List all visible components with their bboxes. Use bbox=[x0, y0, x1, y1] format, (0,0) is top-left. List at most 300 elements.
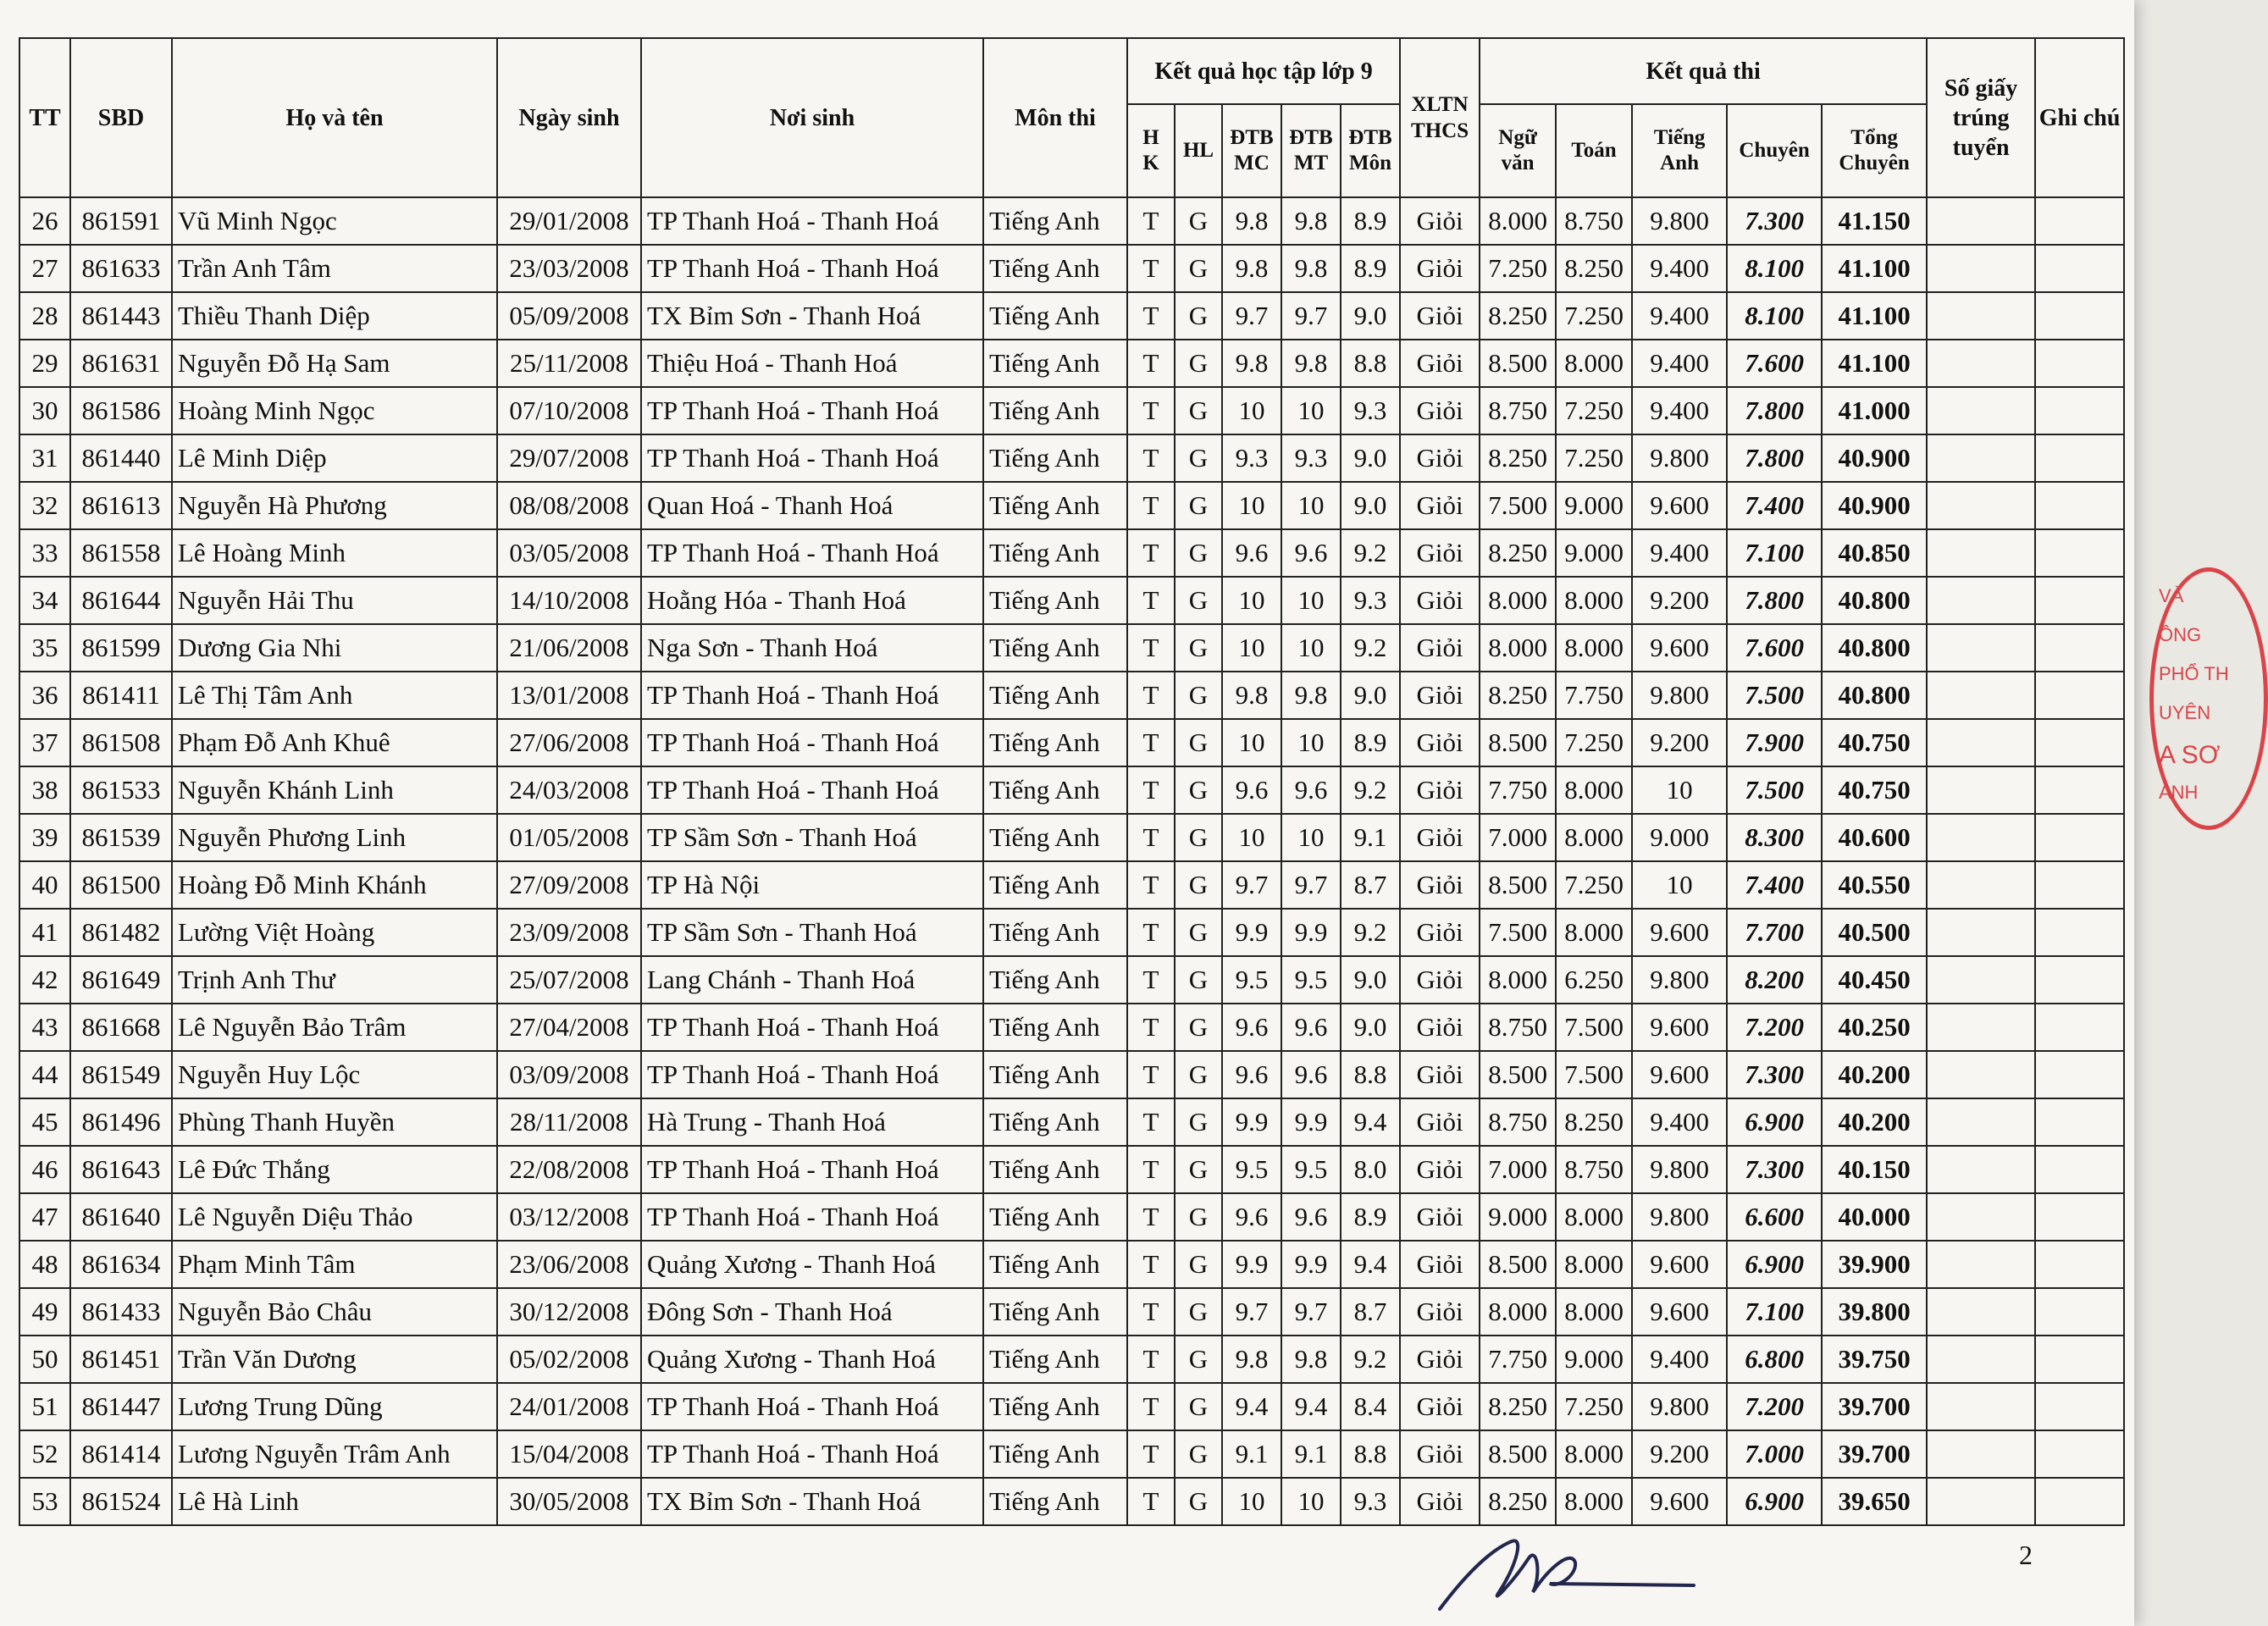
cell-tt: 41 bbox=[19, 909, 70, 956]
cell-dtb-mt: 9.7 bbox=[1281, 861, 1341, 909]
cell-sbd: 861500 bbox=[70, 861, 172, 909]
cell-hk: T bbox=[1127, 387, 1175, 434]
cell-pob: Nga Sơn - Thanh Hoá bbox=[641, 624, 983, 672]
cell-dtb-mon: 9.1 bbox=[1341, 814, 1400, 861]
cell-dtb-mt: 9.9 bbox=[1281, 1241, 1341, 1288]
cell-dtb-mon: 9.0 bbox=[1341, 956, 1400, 1004]
cell-tieng-anh: 9.400 bbox=[1632, 1098, 1727, 1146]
header-xltn: XLTN THCS bbox=[1400, 38, 1480, 197]
cell-so-giay bbox=[1927, 766, 2035, 814]
cell-sbd: 861411 bbox=[70, 672, 172, 719]
cell-dtb-mc: 9.6 bbox=[1222, 529, 1281, 577]
cell-ngu-van: 8.250 bbox=[1480, 529, 1556, 577]
cell-tieng-anh: 9.600 bbox=[1632, 482, 1727, 529]
cell-dtb-mon: 9.2 bbox=[1341, 529, 1400, 577]
cell-dob: 03/12/2008 bbox=[497, 1193, 641, 1241]
cell-dtb-mon: 9.0 bbox=[1341, 1004, 1400, 1051]
cell-ghi-chu bbox=[2035, 909, 2124, 956]
cell-dob: 29/07/2008 bbox=[497, 434, 641, 482]
cell-tt: 35 bbox=[19, 624, 70, 672]
cell-xltn: Giỏi bbox=[1400, 197, 1480, 245]
cell-dtb-mt: 10 bbox=[1281, 577, 1341, 624]
cell-hl: G bbox=[1175, 766, 1222, 814]
cell-dtb-mon: 9.0 bbox=[1341, 434, 1400, 482]
cell-hk: T bbox=[1127, 482, 1175, 529]
table-row bbox=[19, 1098, 2124, 1146]
cell-subject: Tiếng Anh bbox=[983, 1383, 1127, 1430]
cell-toan: 8.250 bbox=[1556, 245, 1632, 292]
cell-dtb-mc: 10 bbox=[1222, 719, 1281, 766]
cell-subject: Tiếng Anh bbox=[983, 434, 1127, 482]
cell-ngu-van: 8.750 bbox=[1480, 1098, 1556, 1146]
cell-dtb-mt: 9.7 bbox=[1281, 292, 1341, 340]
cell-sbd: 861640 bbox=[70, 1193, 172, 1241]
cell-sbd: 861524 bbox=[70, 1478, 172, 1525]
cell-dtb-mon: 9.2 bbox=[1341, 909, 1400, 956]
cell-dtb-mt: 10 bbox=[1281, 624, 1341, 672]
cell-xltn: Giỏi bbox=[1400, 577, 1480, 624]
cell-dtb-mon: 8.8 bbox=[1341, 340, 1400, 387]
cell-dob: 22/08/2008 bbox=[497, 1146, 641, 1193]
table-row bbox=[19, 434, 2124, 482]
cell-name: Hoàng Đỗ Minh Khánh bbox=[172, 861, 497, 909]
cell-ghi-chu bbox=[2035, 1098, 2124, 1146]
cell-tieng-anh: 9.400 bbox=[1632, 1336, 1727, 1383]
cell-dtb-mt: 9.9 bbox=[1281, 909, 1341, 956]
cell-chuyen: 7.500 bbox=[1727, 766, 1822, 814]
cell-tt: 36 bbox=[19, 672, 70, 719]
stamp-text: ANH bbox=[2159, 782, 2199, 803]
table-row bbox=[19, 529, 2124, 577]
cell-name: Nguyễn Hải Thu bbox=[172, 577, 497, 624]
cell-so-giay bbox=[1927, 1193, 2035, 1241]
cell-hk: T bbox=[1127, 814, 1175, 861]
cell-subject: Tiếng Anh bbox=[983, 766, 1127, 814]
cell-tt: 52 bbox=[19, 1430, 70, 1478]
cell-xltn: Giỏi bbox=[1400, 245, 1480, 292]
cell-subject: Tiếng Anh bbox=[983, 340, 1127, 387]
cell-chuyen: 7.600 bbox=[1727, 624, 1822, 672]
cell-subject: Tiếng Anh bbox=[983, 1430, 1127, 1478]
cell-hl: G bbox=[1175, 814, 1222, 861]
cell-tieng-anh: 9.400 bbox=[1632, 292, 1727, 340]
cell-ngu-van: 7.750 bbox=[1480, 1336, 1556, 1383]
cell-hk: T bbox=[1127, 1288, 1175, 1336]
cell-toan: 7.750 bbox=[1556, 672, 1632, 719]
cell-hk: T bbox=[1127, 766, 1175, 814]
cell-dtb-mt: 9.5 bbox=[1281, 956, 1341, 1004]
cell-name: Nguyễn Hà Phương bbox=[172, 482, 497, 529]
cell-dob: 03/05/2008 bbox=[497, 529, 641, 577]
header-ket-qua-thi: Kết quả thi bbox=[1480, 38, 1927, 104]
cell-tt: 31 bbox=[19, 434, 70, 482]
cell-dtb-mon: 9.0 bbox=[1341, 672, 1400, 719]
cell-name: Phùng Thanh Huyền bbox=[172, 1098, 497, 1146]
cell-ngu-van: 7.000 bbox=[1480, 814, 1556, 861]
cell-tieng-anh: 9.800 bbox=[1632, 956, 1727, 1004]
cell-chuyen: 7.900 bbox=[1727, 719, 1822, 766]
cell-tt: 33 bbox=[19, 529, 70, 577]
cell-dtb-mon: 8.9 bbox=[1341, 197, 1400, 245]
cell-pob: TP Hà Nội bbox=[641, 861, 983, 909]
cell-subject: Tiếng Anh bbox=[983, 1241, 1127, 1288]
cell-pob: TP Thanh Hoá - Thanh Hoá bbox=[641, 1193, 983, 1241]
cell-name: Nguyễn Đỗ Hạ Sam bbox=[172, 340, 497, 387]
cell-sbd: 861533 bbox=[70, 766, 172, 814]
cell-chuyen: 8.100 bbox=[1727, 245, 1822, 292]
table-row bbox=[19, 956, 2124, 1004]
cell-sbd: 861643 bbox=[70, 1146, 172, 1193]
cell-hk: T bbox=[1127, 1193, 1175, 1241]
cell-chuyen: 7.000 bbox=[1727, 1430, 1822, 1478]
cell-dtb-mt: 9.3 bbox=[1281, 434, 1341, 482]
cell-sbd: 861649 bbox=[70, 956, 172, 1004]
cell-so-giay bbox=[1927, 197, 2035, 245]
cell-chuyen: 7.300 bbox=[1727, 1146, 1822, 1193]
cell-tt: 30 bbox=[19, 387, 70, 434]
cell-hk: T bbox=[1127, 245, 1175, 292]
cell-tieng-anh: 9.400 bbox=[1632, 245, 1727, 292]
table-row bbox=[19, 861, 2124, 909]
cell-toan: 8.000 bbox=[1556, 1478, 1632, 1525]
cell-name: Lường Việt Hoàng bbox=[172, 909, 497, 956]
cell-name: Trần Văn Dương bbox=[172, 1336, 497, 1383]
cell-dtb-mt: 9.8 bbox=[1281, 245, 1341, 292]
cell-hl: G bbox=[1175, 624, 1222, 672]
cell-pob: Quan Hoá - Thanh Hoá bbox=[641, 482, 983, 529]
cell-toan: 9.000 bbox=[1556, 1336, 1632, 1383]
cell-hl: G bbox=[1175, 1336, 1222, 1383]
cell-tt: 42 bbox=[19, 956, 70, 1004]
cell-xltn: Giỏi bbox=[1400, 1193, 1480, 1241]
cell-tong-chuyen: 39.700 bbox=[1822, 1430, 1927, 1478]
cell-tieng-anh: 9.000 bbox=[1632, 814, 1727, 861]
cell-pob: Hà Trung - Thanh Hoá bbox=[641, 1098, 983, 1146]
table-row bbox=[19, 719, 2124, 766]
cell-dob: 25/07/2008 bbox=[497, 956, 641, 1004]
cell-ngu-van: 8.000 bbox=[1480, 197, 1556, 245]
cell-chuyen: 8.200 bbox=[1727, 956, 1822, 1004]
cell-hl: G bbox=[1175, 1241, 1222, 1288]
cell-tieng-anh: 9.800 bbox=[1632, 434, 1727, 482]
table-row bbox=[19, 1383, 2124, 1430]
table-row bbox=[19, 1004, 2124, 1051]
cell-dtb-mon: 8.7 bbox=[1341, 1288, 1400, 1336]
cell-toan: 7.250 bbox=[1556, 1383, 1632, 1430]
cell-tieng-anh: 9.800 bbox=[1632, 1193, 1727, 1241]
cell-tt: 27 bbox=[19, 245, 70, 292]
cell-sbd: 861591 bbox=[70, 197, 172, 245]
cell-tieng-anh: 9.600 bbox=[1632, 1004, 1727, 1051]
cell-toan: 8.000 bbox=[1556, 1193, 1632, 1241]
cell-subject: Tiếng Anh bbox=[983, 387, 1127, 434]
cell-xltn: Giỏi bbox=[1400, 1383, 1480, 1430]
cell-subject: Tiếng Anh bbox=[983, 1146, 1127, 1193]
cell-sbd: 861508 bbox=[70, 719, 172, 766]
cell-dob: 07/10/2008 bbox=[497, 387, 641, 434]
cell-chuyen: 7.100 bbox=[1727, 529, 1822, 577]
cell-dob: 27/09/2008 bbox=[497, 861, 641, 909]
cell-ngu-van: 8.250 bbox=[1480, 672, 1556, 719]
cell-dtb-mc: 9.8 bbox=[1222, 672, 1281, 719]
cell-subject: Tiếng Anh bbox=[983, 1336, 1127, 1383]
cell-pob: TX Bỉm Sơn - Thanh Hoá bbox=[641, 1478, 983, 1525]
cell-dtb-mt: 9.8 bbox=[1281, 672, 1341, 719]
cell-subject: Tiếng Anh bbox=[983, 1193, 1127, 1241]
cell-hk: T bbox=[1127, 624, 1175, 672]
cell-ngu-van: 7.750 bbox=[1480, 766, 1556, 814]
cell-dtb-mc: 9.9 bbox=[1222, 1098, 1281, 1146]
cell-dtb-mon: 9.3 bbox=[1341, 387, 1400, 434]
cell-dtb-mon: 8.8 bbox=[1341, 1051, 1400, 1098]
cell-dtb-mc: 9.8 bbox=[1222, 340, 1281, 387]
cell-tt: 26 bbox=[19, 197, 70, 245]
cell-ngu-van: 7.500 bbox=[1480, 909, 1556, 956]
cell-chuyen: 6.900 bbox=[1727, 1478, 1822, 1525]
cell-so-giay bbox=[1927, 1336, 2035, 1383]
cell-chuyen: 7.800 bbox=[1727, 387, 1822, 434]
cell-chuyen: 6.600 bbox=[1727, 1193, 1822, 1241]
cell-chuyen: 7.400 bbox=[1727, 861, 1822, 909]
cell-tong-chuyen: 40.500 bbox=[1822, 909, 1927, 956]
cell-dtb-mon: 9.0 bbox=[1341, 292, 1400, 340]
cell-name: Lê Hoàng Minh bbox=[172, 529, 497, 577]
cell-ghi-chu bbox=[2035, 245, 2124, 292]
cell-xltn: Giỏi bbox=[1400, 482, 1480, 529]
table-row bbox=[19, 245, 2124, 292]
cell-tong-chuyen: 40.600 bbox=[1822, 814, 1927, 861]
cell-dtb-mt: 9.6 bbox=[1281, 1051, 1341, 1098]
cell-so-giay bbox=[1927, 245, 2035, 292]
cell-tieng-anh: 9.200 bbox=[1632, 719, 1727, 766]
cell-tong-chuyen: 40.850 bbox=[1822, 529, 1927, 577]
table-row bbox=[19, 482, 2124, 529]
cell-pob: TP Thanh Hoá - Thanh Hoá bbox=[641, 1383, 983, 1430]
cell-dtb-mon: 9.0 bbox=[1341, 482, 1400, 529]
cell-sbd: 861447 bbox=[70, 1383, 172, 1430]
header-tong-chuyen: Tổng Chuyên bbox=[1822, 104, 1927, 197]
header-ghi-chu: Ghi chú bbox=[2035, 38, 2124, 197]
cell-dtb-mc: 9.8 bbox=[1222, 245, 1281, 292]
cell-pob: TP Sầm Sơn - Thanh Hoá bbox=[641, 909, 983, 956]
cell-pob: TP Thanh Hoá - Thanh Hoá bbox=[641, 766, 983, 814]
header-ho-ten: Họ và tên bbox=[172, 38, 497, 197]
cell-hk: T bbox=[1127, 1004, 1175, 1051]
cell-ghi-chu bbox=[2035, 1004, 2124, 1051]
cell-dob: 30/12/2008 bbox=[497, 1288, 641, 1336]
cell-chuyen: 7.100 bbox=[1727, 1288, 1822, 1336]
cell-pob: Quảng Xương - Thanh Hoá bbox=[641, 1336, 983, 1383]
stamp-text: VÀ bbox=[2159, 585, 2184, 606]
cell-name: Lê Minh Diệp bbox=[172, 434, 497, 482]
cell-hl: G bbox=[1175, 434, 1222, 482]
cell-so-giay bbox=[1927, 1383, 2035, 1430]
cell-tt: 46 bbox=[19, 1146, 70, 1193]
cell-dob: 08/08/2008 bbox=[497, 482, 641, 529]
cell-dtb-mc: 9.7 bbox=[1222, 292, 1281, 340]
cell-ghi-chu bbox=[2035, 1288, 2124, 1336]
cell-ghi-chu bbox=[2035, 814, 2124, 861]
cell-hl: G bbox=[1175, 909, 1222, 956]
cell-pob: TP Thanh Hoá - Thanh Hoá bbox=[641, 719, 983, 766]
cell-so-giay bbox=[1927, 719, 2035, 766]
cell-xltn: Giỏi bbox=[1400, 1241, 1480, 1288]
cell-pob: TP Thanh Hoá - Thanh Hoá bbox=[641, 434, 983, 482]
cell-sbd: 861586 bbox=[70, 387, 172, 434]
cell-dtb-mc: 9.9 bbox=[1222, 1241, 1281, 1288]
cell-ghi-chu bbox=[2035, 624, 2124, 672]
cell-tong-chuyen: 41.100 bbox=[1822, 245, 1927, 292]
cell-pob: Thiệu Hoá - Thanh Hoá bbox=[641, 340, 983, 387]
table-row bbox=[19, 909, 2124, 956]
cell-pob: TX Bỉm Sơn - Thanh Hoá bbox=[641, 292, 983, 340]
cell-tt: 39 bbox=[19, 814, 70, 861]
table-row bbox=[19, 1478, 2124, 1525]
cell-tieng-anh: 9.800 bbox=[1632, 197, 1727, 245]
cell-dtb-mc: 9.8 bbox=[1222, 197, 1281, 245]
cell-dtb-mon: 8.7 bbox=[1341, 861, 1400, 909]
cell-tieng-anh: 9.200 bbox=[1632, 1430, 1727, 1478]
header-toan: Toán bbox=[1556, 104, 1632, 197]
cell-toan: 7.250 bbox=[1556, 387, 1632, 434]
table-row bbox=[19, 387, 2124, 434]
cell-tong-chuyen: 40.450 bbox=[1822, 956, 1927, 1004]
cell-so-giay bbox=[1927, 292, 2035, 340]
cell-dtb-mon: 8.9 bbox=[1341, 245, 1400, 292]
cell-hl: G bbox=[1175, 861, 1222, 909]
cell-tong-chuyen: 39.900 bbox=[1822, 1241, 1927, 1288]
cell-name: Thiều Thanh Diệp bbox=[172, 292, 497, 340]
cell-ngu-van: 7.500 bbox=[1480, 482, 1556, 529]
cell-sbd: 861496 bbox=[70, 1098, 172, 1146]
cell-ghi-chu bbox=[2035, 1430, 2124, 1478]
table-row bbox=[19, 292, 2124, 340]
cell-so-giay bbox=[1927, 956, 2035, 1004]
cell-name: Nguyễn Huy Lộc bbox=[172, 1051, 497, 1098]
cell-hk: T bbox=[1127, 672, 1175, 719]
cell-pob: Hoằng Hóa - Thanh Hoá bbox=[641, 577, 983, 624]
cell-toan: 8.000 bbox=[1556, 577, 1632, 624]
cell-pob: TP Sầm Sơn - Thanh Hoá bbox=[641, 814, 983, 861]
cell-tieng-anh: 9.600 bbox=[1632, 624, 1727, 672]
cell-dtb-mc: 9.6 bbox=[1222, 1004, 1281, 1051]
cell-dob: 03/09/2008 bbox=[497, 1051, 641, 1098]
cell-hl: G bbox=[1175, 672, 1222, 719]
cell-chuyen: 7.200 bbox=[1727, 1004, 1822, 1051]
cell-pob: Đông Sơn - Thanh Hoá bbox=[641, 1288, 983, 1336]
cell-so-giay bbox=[1927, 1430, 2035, 1478]
table-row bbox=[19, 766, 2124, 814]
cell-subject: Tiếng Anh bbox=[983, 577, 1127, 624]
cell-dtb-mc: 9.7 bbox=[1222, 1288, 1281, 1336]
cell-xltn: Giỏi bbox=[1400, 861, 1480, 909]
cell-name: Hoàng Minh Ngọc bbox=[172, 387, 497, 434]
cell-tong-chuyen: 40.200 bbox=[1822, 1098, 1927, 1146]
table-row bbox=[19, 1241, 2124, 1288]
cell-tieng-anh: 9.400 bbox=[1632, 340, 1727, 387]
cell-xltn: Giỏi bbox=[1400, 387, 1480, 434]
cell-tt: 34 bbox=[19, 577, 70, 624]
cell-pob: TP Thanh Hoá - Thanh Hoá bbox=[641, 1430, 983, 1478]
stamp-text: PHỔ TH bbox=[2159, 663, 2229, 684]
cell-name: Lê Nguyễn Bảo Trâm bbox=[172, 1004, 497, 1051]
cell-dtb-mc: 10 bbox=[1222, 577, 1281, 624]
cell-hl: G bbox=[1175, 1004, 1222, 1051]
cell-chuyen: 7.500 bbox=[1727, 672, 1822, 719]
cell-dtb-mc: 9.5 bbox=[1222, 956, 1281, 1004]
cell-ngu-van: 7.250 bbox=[1480, 245, 1556, 292]
cell-dtb-mc: 10 bbox=[1222, 814, 1281, 861]
cell-tt: 51 bbox=[19, 1383, 70, 1430]
cell-so-giay bbox=[1927, 434, 2035, 482]
cell-dtb-mc: 9.1 bbox=[1222, 1430, 1281, 1478]
cell-chuyen: 7.300 bbox=[1727, 197, 1822, 245]
cell-xltn: Giỏi bbox=[1400, 624, 1480, 672]
cell-dtb-mon: 8.0 bbox=[1341, 1146, 1400, 1193]
cell-dtb-mc: 10 bbox=[1222, 624, 1281, 672]
cell-so-giay bbox=[1927, 909, 2035, 956]
cell-tieng-anh: 9.800 bbox=[1632, 1383, 1727, 1430]
page-number: 2 bbox=[2019, 1540, 2033, 1570]
header-sbd: SBD bbox=[70, 38, 172, 197]
cell-subject: Tiếng Anh bbox=[983, 1004, 1127, 1051]
cell-toan: 9.000 bbox=[1556, 482, 1632, 529]
cell-ghi-chu bbox=[2035, 861, 2124, 909]
cell-ngu-van: 8.250 bbox=[1480, 1478, 1556, 1525]
cell-ghi-chu bbox=[2035, 197, 2124, 245]
cell-subject: Tiếng Anh bbox=[983, 672, 1127, 719]
cell-hl: G bbox=[1175, 1430, 1222, 1478]
cell-so-giay bbox=[1927, 340, 2035, 387]
cell-so-giay bbox=[1927, 672, 2035, 719]
cell-tt: 49 bbox=[19, 1288, 70, 1336]
cell-pob: TP Thanh Hoá - Thanh Hoá bbox=[641, 387, 983, 434]
cell-dtb-mc: 9.3 bbox=[1222, 434, 1281, 482]
cell-chuyen: 7.400 bbox=[1727, 482, 1822, 529]
cell-xltn: Giỏi bbox=[1400, 340, 1480, 387]
cell-ghi-chu bbox=[2035, 482, 2124, 529]
cell-hk: T bbox=[1127, 909, 1175, 956]
cell-dob: 23/09/2008 bbox=[497, 909, 641, 956]
cell-sbd: 861549 bbox=[70, 1051, 172, 1098]
table-row bbox=[19, 1288, 2124, 1336]
cell-tong-chuyen: 41.150 bbox=[1822, 197, 1927, 245]
table-row bbox=[19, 1430, 2124, 1478]
cell-toan: 8.000 bbox=[1556, 814, 1632, 861]
cell-tt: 53 bbox=[19, 1478, 70, 1525]
cell-hl: G bbox=[1175, 1478, 1222, 1525]
cell-dtb-mt: 9.6 bbox=[1281, 1193, 1341, 1241]
cell-so-giay bbox=[1927, 1288, 2035, 1336]
cell-pob: Lang Chánh - Thanh Hoá bbox=[641, 956, 983, 1004]
cell-tt: 38 bbox=[19, 766, 70, 814]
header-tieng-anh: Tiếng Anh bbox=[1632, 104, 1727, 197]
cell-dtb-mon: 9.2 bbox=[1341, 1336, 1400, 1383]
cell-pob: TP Thanh Hoá - Thanh Hoá bbox=[641, 672, 983, 719]
header-ngu-van: Ngữ văn bbox=[1480, 104, 1556, 197]
cell-dob: 01/05/2008 bbox=[497, 814, 641, 861]
cell-hl: G bbox=[1175, 340, 1222, 387]
cell-pob: TP Thanh Hoá - Thanh Hoá bbox=[641, 197, 983, 245]
cell-tieng-anh: 10 bbox=[1632, 766, 1727, 814]
cell-dob: 27/06/2008 bbox=[497, 719, 641, 766]
cell-xltn: Giỏi bbox=[1400, 1478, 1480, 1525]
header-ket-qua-hoc-tap: Kết quả học tập lớp 9 bbox=[1127, 38, 1400, 104]
cell-ngu-van: 8.000 bbox=[1480, 956, 1556, 1004]
cell-name: Lương Nguyễn Trâm Anh bbox=[172, 1430, 497, 1478]
cell-dtb-mt: 10 bbox=[1281, 1478, 1341, 1525]
cell-tong-chuyen: 40.250 bbox=[1822, 1004, 1927, 1051]
